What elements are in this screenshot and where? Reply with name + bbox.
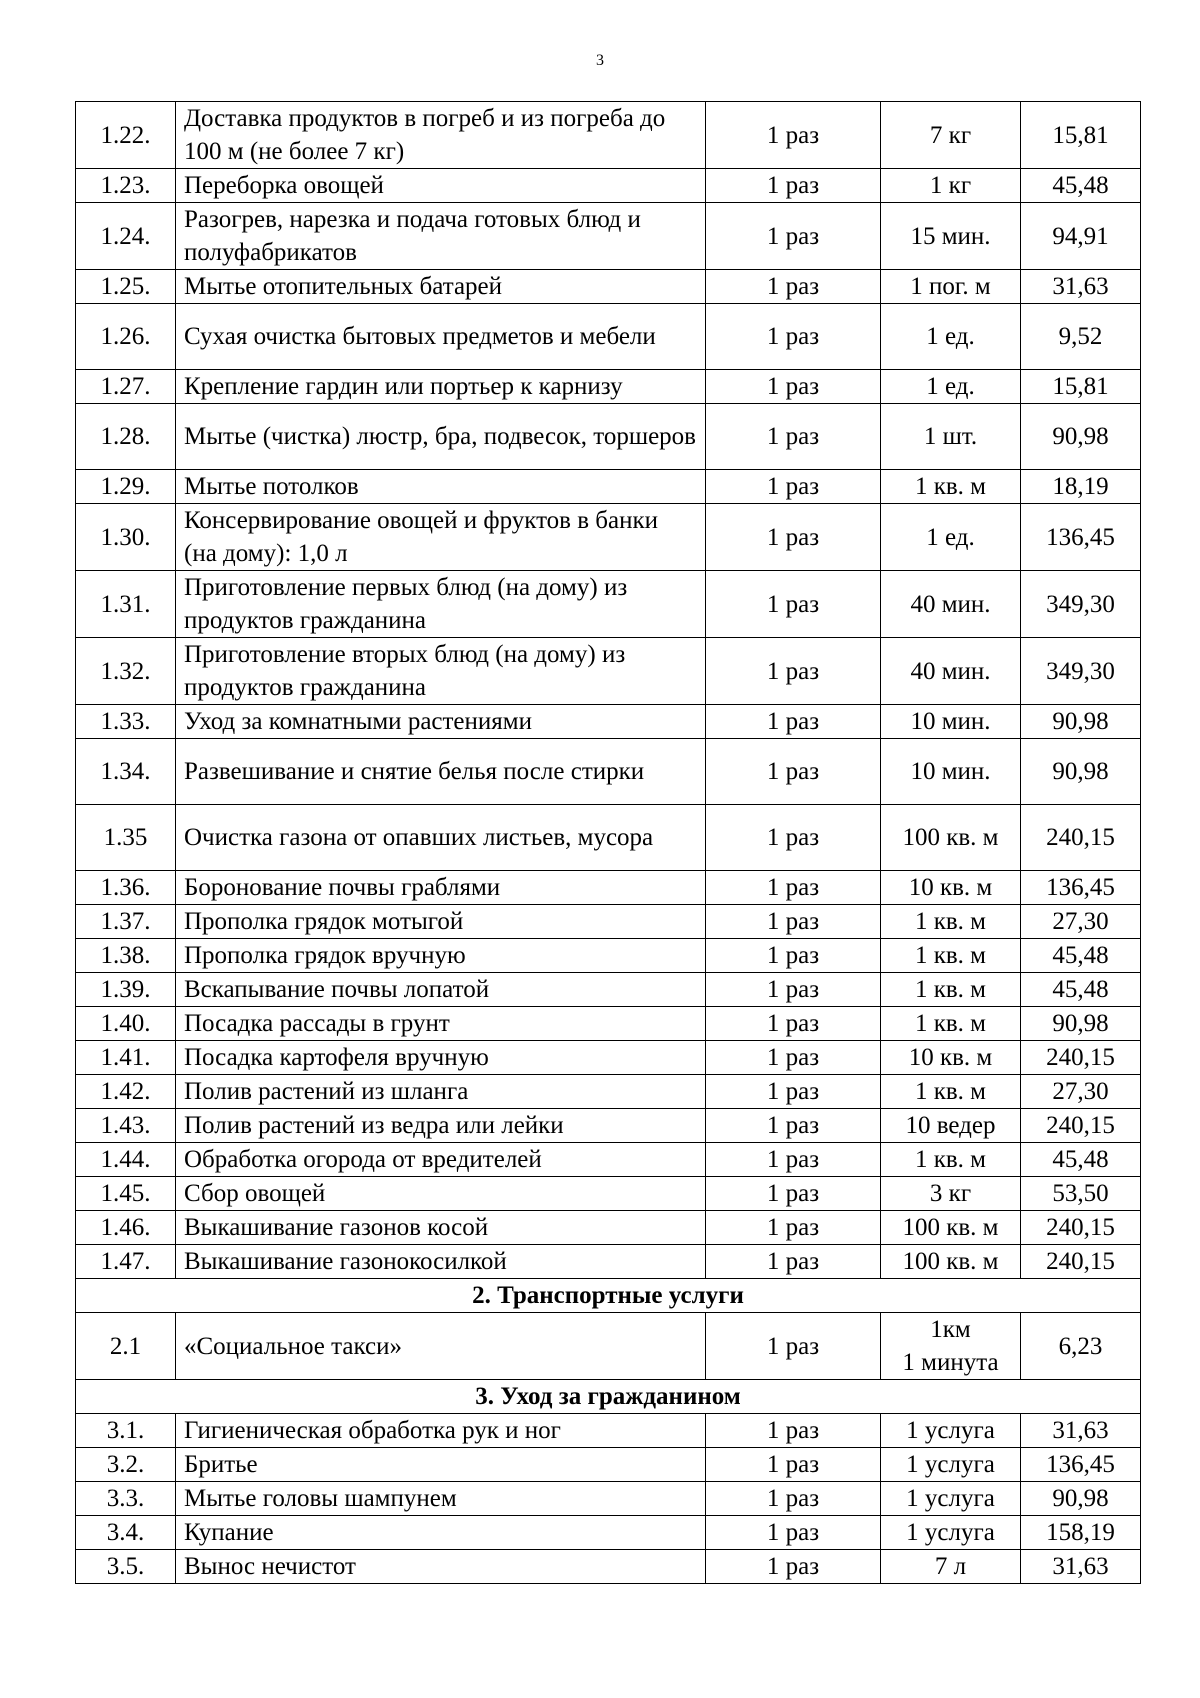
frequency-cell: 1 раз: [706, 1109, 881, 1143]
unit-cell: [881, 504, 1021, 571]
price-cell: 240,15: [1021, 1041, 1141, 1075]
service-name-cell: Сбор овощей: [176, 1177, 706, 1211]
unit-line: 1 кв. м: [914, 1010, 987, 1037]
table-row: [76, 270, 1141, 304]
service-number-cell: 1.45.: [76, 1177, 176, 1211]
unit-cell: [881, 1041, 1021, 1075]
table-row: [76, 973, 1141, 1007]
service-number-cell: 1.46.: [76, 1211, 176, 1245]
frequency-cell: 1 раз: [706, 1245, 881, 1279]
service-name-cell: Доставка продуктов в погреб и из погреба до 100 м (не более 7 кг): [176, 102, 706, 169]
unit-line: 100 кв. м: [902, 1214, 999, 1241]
table-row: [76, 404, 1141, 470]
service-number-cell: 1.39.: [76, 973, 176, 1007]
unit-cell: [881, 1550, 1021, 1584]
service-name-cell: Сухая очистка бытовых предметов и мебели: [176, 304, 706, 370]
section-title: 2. Транспортные услуги: [76, 1279, 1141, 1313]
service-number-cell: 1.28.: [76, 404, 176, 470]
service-number-cell: 1.47.: [76, 1245, 176, 1279]
service-name-cell: Консервирование овощей и фруктов в банки (на дому): 1,0 л: [176, 504, 706, 571]
service-number-cell: 1.31.: [76, 571, 176, 638]
unit-line: 100 кв. м: [902, 1248, 999, 1275]
price-cell: 94,91: [1021, 203, 1141, 270]
unit-cell: [881, 470, 1021, 504]
table-row: [76, 169, 1141, 203]
frequency-cell: 1 раз: [706, 871, 881, 905]
table-row: [76, 939, 1141, 973]
price-cell: 240,15: [1021, 1211, 1141, 1245]
service-name-cell: Выкашивание газонов косой: [176, 1211, 706, 1245]
unit-cell: [881, 739, 1021, 805]
service-number-cell: 1.43.: [76, 1109, 176, 1143]
table-row: [76, 1109, 1141, 1143]
price-cell: 136,45: [1021, 504, 1141, 571]
unit-line: 1 услуга: [906, 1485, 995, 1512]
unit-line: 10 ведер: [905, 1112, 996, 1139]
unit-cell: [881, 169, 1021, 203]
unit-line: 100 кв. м: [902, 824, 999, 851]
page-number: 3: [596, 52, 604, 69]
price-cell: 45,48: [1021, 1143, 1141, 1177]
frequency-cell: 1 раз: [706, 939, 881, 973]
price-cell: 18,19: [1021, 470, 1141, 504]
frequency-cell: 1 раз: [706, 973, 881, 1007]
price-cell: 90,98: [1021, 739, 1141, 805]
frequency-cell: 1 раз: [706, 1414, 881, 1448]
table-row: [76, 705, 1141, 739]
table-row: [76, 1516, 1141, 1550]
unit-line: 1 кв. м: [914, 976, 987, 1003]
price-cell: 27,30: [1021, 1075, 1141, 1109]
unit-cell: [881, 1448, 1021, 1482]
service-name-cell: Выкашивание газонокосилкой: [176, 1245, 706, 1279]
service-name-cell: Полив растений из шланга: [176, 1075, 706, 1109]
price-cell: 240,15: [1021, 1109, 1141, 1143]
unit-cell: [881, 705, 1021, 739]
service-number-cell: 1.24.: [76, 203, 176, 270]
table-row: [76, 1245, 1141, 1279]
frequency-cell: 1 раз: [706, 638, 881, 705]
service-name-cell: Купание: [176, 1516, 706, 1550]
table-row: [76, 1177, 1141, 1211]
table-row: [76, 1482, 1141, 1516]
service-number-cell: 1.33.: [76, 705, 176, 739]
frequency-cell: 1 раз: [706, 1550, 881, 1584]
service-number-cell: 1.22.: [76, 102, 176, 169]
price-cell: 31,63: [1021, 1414, 1141, 1448]
frequency-cell: 1 раз: [706, 304, 881, 370]
service-name-cell: Мытье потолков: [176, 470, 706, 504]
unit-line: 1 ед.: [926, 523, 975, 551]
table-row: [76, 504, 1141, 571]
unit-cell: [881, 370, 1021, 404]
service-number-cell: 1.41.: [76, 1041, 176, 1075]
service-number-cell: 3.3.: [76, 1482, 176, 1516]
unit-line: 10 кв. м: [908, 1044, 993, 1071]
tariff-table: [75, 101, 1141, 1584]
service-number-cell: 1.30.: [76, 504, 176, 571]
service-number-cell: 3.2.: [76, 1448, 176, 1482]
section-header-row: [76, 1279, 1141, 1313]
service-name-cell: Развешивание и снятие белья после стирки: [176, 739, 706, 805]
price-cell: 15,81: [1021, 102, 1141, 169]
frequency-cell: 1 раз: [706, 203, 881, 270]
service-number-cell: 1.36.: [76, 871, 176, 905]
price-cell: 240,15: [1021, 805, 1141, 871]
unit-line: 15 мин.: [910, 222, 991, 250]
service-name-cell: Разогрев, нарезка и подача готовых блюд и полуфабрикатов: [176, 203, 706, 270]
section-title: 3. Уход за гражданином: [76, 1380, 1141, 1414]
unit-cell: [881, 1516, 1021, 1550]
service-name-cell: Мытье отопительных батарей: [176, 270, 706, 304]
service-name-cell: Обработка огорода от вредителей: [176, 1143, 706, 1177]
table-row: [76, 739, 1141, 805]
unit-cell: [881, 638, 1021, 705]
frequency-cell: 1 раз: [706, 705, 881, 739]
price-cell: 45,48: [1021, 169, 1141, 203]
unit-cell: [881, 1313, 1021, 1380]
table-row: [76, 1143, 1141, 1177]
unit-line: 7 кг: [929, 121, 972, 149]
unit-line: 40 мин.: [910, 657, 991, 685]
frequency-cell: 1 раз: [706, 739, 881, 805]
service-number-cell: 1.42.: [76, 1075, 176, 1109]
price-cell: 45,48: [1021, 939, 1141, 973]
price-cell: 136,45: [1021, 871, 1141, 905]
price-cell: 15,81: [1021, 370, 1141, 404]
service-number-cell: 3.1.: [76, 1414, 176, 1448]
frequency-cell: 1 раз: [706, 1482, 881, 1516]
service-number-cell: 3.4.: [76, 1516, 176, 1550]
service-name-cell: Уход за комнатными растениями: [176, 705, 706, 739]
unit-cell: [881, 1109, 1021, 1143]
service-name-cell: Переборка овощей: [176, 169, 706, 203]
service-name-cell: Приготовление первых блюд (на дому) из продуктов гражданина: [176, 571, 706, 638]
frequency-cell: 1 раз: [706, 1177, 881, 1211]
unit-line: 1 кв. м: [914, 1078, 987, 1105]
unit-line: 1 кг: [929, 172, 972, 199]
frequency-cell: 1 раз: [706, 1211, 881, 1245]
table-row: [76, 370, 1141, 404]
unit-line: 1 услуга: [906, 1519, 995, 1546]
service-name-cell: Мытье (чистка) люстр, бра, подвесок, торшеров: [176, 404, 706, 470]
service-name-cell: Приготовление вторых блюд (на дому) из продуктов гражданина: [176, 638, 706, 705]
table-row: [76, 571, 1141, 638]
service-number-cell: 1.25.: [76, 270, 176, 304]
service-number-cell: 1.44.: [76, 1143, 176, 1177]
table-row: [76, 805, 1141, 871]
frequency-cell: 1 раз: [706, 470, 881, 504]
unit-cell: [881, 571, 1021, 638]
unit-cell: [881, 1482, 1021, 1516]
unit-cell: [881, 304, 1021, 370]
service-name-cell: Полив растений из ведра или лейки: [176, 1109, 706, 1143]
service-number-cell: 2.1: [76, 1313, 176, 1380]
table-row: [76, 905, 1141, 939]
service-number-cell: 1.32.: [76, 638, 176, 705]
table-row: [76, 203, 1141, 270]
unit-line: 1 ед.: [926, 373, 975, 400]
unit-line: 1 кв. м: [914, 942, 987, 969]
unit-line: 1 кв. м: [914, 473, 987, 500]
unit-line: 1 ед.: [926, 323, 975, 350]
table-row: [76, 1448, 1141, 1482]
unit-cell: [881, 1075, 1021, 1109]
service-name-cell: Вскапывание почвы лопатой: [176, 973, 706, 1007]
table-row: [76, 1550, 1141, 1584]
service-number-cell: 1.40.: [76, 1007, 176, 1041]
unit-cell: [881, 102, 1021, 169]
table-row: [76, 1041, 1141, 1075]
frequency-cell: 1 раз: [706, 1313, 881, 1380]
price-cell: 53,50: [1021, 1177, 1141, 1211]
service-name-cell: Крепление гардин или портьер к карнизу: [176, 370, 706, 404]
price-cell: 90,98: [1021, 1482, 1141, 1516]
unit-cell: [881, 270, 1021, 304]
price-cell: 9,52: [1021, 304, 1141, 370]
service-number-cell: 1.38.: [76, 939, 176, 973]
frequency-cell: 1 раз: [706, 404, 881, 470]
unit-cell: [881, 1007, 1021, 1041]
frequency-cell: 1 раз: [706, 169, 881, 203]
unit-cell: [881, 939, 1021, 973]
price-cell: 27,30: [1021, 905, 1141, 939]
frequency-cell: 1 раз: [706, 102, 881, 169]
price-cell: 45,48: [1021, 973, 1141, 1007]
unit-line: 10 мин.: [910, 708, 991, 735]
unit-cell: [881, 1245, 1021, 1279]
unit-line: 10 мин.: [910, 758, 991, 785]
unit-cell: [881, 905, 1021, 939]
table-row: [76, 304, 1141, 370]
service-name-cell: Мытье головы шампунем: [176, 1482, 706, 1516]
frequency-cell: 1 раз: [706, 370, 881, 404]
unit-line: 1 минута: [902, 1349, 999, 1376]
service-name-cell: Бритье: [176, 1448, 706, 1482]
table-row: [76, 1313, 1141, 1380]
unit-cell: [881, 203, 1021, 270]
service-name-cell: Посадка картофеля вручную: [176, 1041, 706, 1075]
unit-line: 1 шт.: [923, 423, 978, 450]
frequency-cell: 1 раз: [706, 1007, 881, 1041]
table-row: [76, 1414, 1141, 1448]
service-number-cell: 1.29.: [76, 470, 176, 504]
unit-cell: [881, 1143, 1021, 1177]
service-name-cell: Гигиеническая обработка рук и ног: [176, 1414, 706, 1448]
table-row: [76, 1211, 1141, 1245]
price-cell: 158,19: [1021, 1516, 1141, 1550]
unit-cell: [881, 973, 1021, 1007]
price-cell: 136,45: [1021, 1448, 1141, 1482]
service-name-cell: Прополка грядок вручную: [176, 939, 706, 973]
unit-line: 7 л: [934, 1553, 967, 1580]
unit-line: 3 кг: [929, 1180, 972, 1207]
unit-cell: [881, 1414, 1021, 1448]
frequency-cell: 1 раз: [706, 571, 881, 638]
service-name-cell: Вынос нечистот: [176, 1550, 706, 1584]
frequency-cell: 1 раз: [706, 1041, 881, 1075]
table-row: [76, 638, 1141, 705]
price-cell: 90,98: [1021, 705, 1141, 739]
table-row: [76, 470, 1141, 504]
frequency-cell: 1 раз: [706, 1448, 881, 1482]
service-number-cell: 1.27.: [76, 370, 176, 404]
unit-cell: [881, 404, 1021, 470]
unit-cell: [881, 1211, 1021, 1245]
price-cell: 90,98: [1021, 1007, 1141, 1041]
tariff-table-body: [76, 102, 1141, 1584]
frequency-cell: 1 раз: [706, 504, 881, 571]
service-name-cell: Боронование почвы граблями: [176, 871, 706, 905]
table-row: [76, 871, 1141, 905]
service-number-cell: 1.23.: [76, 169, 176, 203]
service-name-cell: Посадка рассады в грунт: [176, 1007, 706, 1041]
frequency-cell: 1 раз: [706, 270, 881, 304]
section-header-row: [76, 1380, 1141, 1414]
table-row: [76, 1075, 1141, 1109]
service-name-cell: Прополка грядок мотыгой: [176, 905, 706, 939]
frequency-cell: 1 раз: [706, 1143, 881, 1177]
price-cell: 349,30: [1021, 571, 1141, 638]
unit-cell: [881, 805, 1021, 871]
unit-line: 1км: [930, 1316, 971, 1343]
unit-line: 1 кв. м: [914, 908, 987, 935]
service-number-cell: 1.34.: [76, 739, 176, 805]
unit-line: 40 мин.: [910, 590, 991, 618]
service-number-cell: 1.35: [76, 805, 176, 871]
unit-line: 1 пог. м: [910, 273, 991, 300]
unit-line: 1 услуга: [906, 1417, 995, 1444]
unit-cell: [881, 1177, 1021, 1211]
price-cell: 6,23: [1021, 1313, 1141, 1380]
price-cell: 240,15: [1021, 1245, 1141, 1279]
price-cell: 349,30: [1021, 638, 1141, 705]
table-row: [76, 102, 1141, 169]
service-number-cell: 1.26.: [76, 304, 176, 370]
unit-line: 1 кв. м: [914, 1146, 987, 1173]
frequency-cell: 1 раз: [706, 805, 881, 871]
service-number-cell: 3.5.: [76, 1550, 176, 1584]
unit-cell: [881, 871, 1021, 905]
price-cell: 90,98: [1021, 404, 1141, 470]
frequency-cell: 1 раз: [706, 1075, 881, 1109]
service-name-cell: Очистка газона от опавших листьев, мусора: [176, 805, 706, 871]
unit-line: 10 кв. м: [908, 874, 993, 901]
service-number-cell: 1.37.: [76, 905, 176, 939]
price-cell: 31,63: [1021, 270, 1141, 304]
frequency-cell: 1 раз: [706, 1516, 881, 1550]
table-row: [76, 1007, 1141, 1041]
service-name-cell: «Социальное такси»: [176, 1313, 706, 1380]
frequency-cell: 1 раз: [706, 905, 881, 939]
price-cell: 31,63: [1021, 1550, 1141, 1584]
unit-line: 1 услуга: [906, 1451, 995, 1478]
